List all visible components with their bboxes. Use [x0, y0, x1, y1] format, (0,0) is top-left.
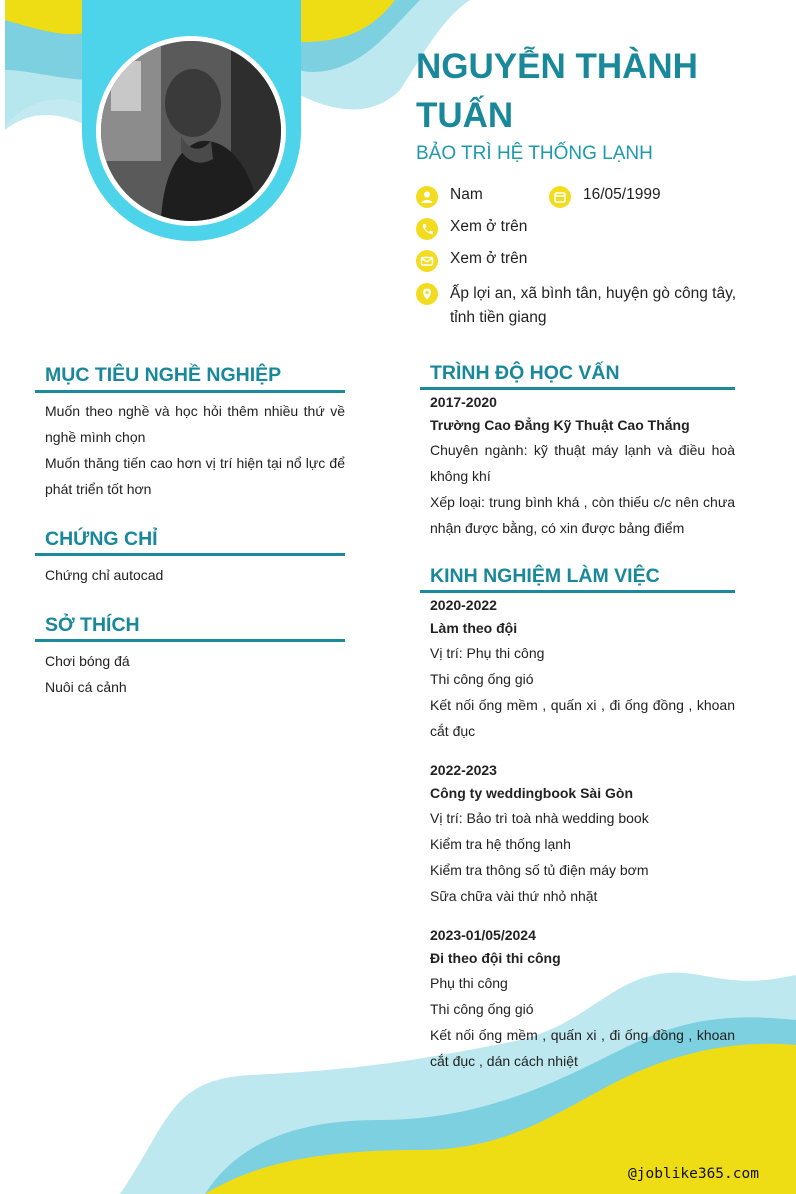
job-title: BẢO TRÌ HỆ THỐNG LẠNH [416, 143, 653, 164]
job-line: Phụ thi công [430, 975, 508, 991]
mail-icon [416, 250, 438, 272]
job-period: 2022-2023 [430, 762, 497, 778]
birthdate-value: 16/05/1999 [583, 186, 661, 203]
certificates-title: CHỨNG CHỈ [45, 528, 158, 550]
contact-address [416, 282, 736, 330]
job-line: Vị trí: Phụ thi công [430, 645, 545, 661]
user-icon [416, 186, 438, 208]
avatar [101, 41, 281, 221]
objective-rule [35, 390, 345, 393]
job-line: Kiểm tra thông số tủ điện máy bơm [430, 862, 649, 878]
email-value: Xem ở trên [450, 250, 528, 267]
education-period: 2017-2020 [430, 394, 497, 410]
contact-birthdate [549, 186, 661, 208]
phone-value: Xem ở trên [450, 218, 528, 235]
objective-line: Muốn thăng tiến cao hơn vị trí hiện tại nổ lực để phát triển tốt hơn [45, 455, 345, 497]
education-line: Chuyên ngành: kỹ thuật máy lạnh và điều hoà không khí [430, 442, 735, 484]
location-icon [416, 283, 438, 305]
education-title: TRÌNH ĐỘ HỌC VẤN [430, 362, 620, 384]
certificate-item: Chứng chỉ autocad [45, 567, 164, 583]
job-company: Làm theo đội [430, 620, 518, 636]
address-value: Ấp lợi an, xã bình tân, huyện gò công tây, tỉnh tiền giang [450, 285, 736, 326]
job-line: Thi công ống gió [430, 1001, 534, 1017]
job-company: Đi theo đội thi công [430, 950, 561, 966]
objective-line: Muốn theo nghề và học hỏi thêm nhiều thứ về nghề mình chọn [45, 403, 345, 445]
job-line: Vị trí: Bảo trì toà nhà wedding book [430, 810, 649, 826]
objective-title: MỤC TIÊU NGHỀ NGHIỆP [45, 364, 282, 386]
hobby-item: Nuôi cá cảnh [45, 679, 127, 695]
calendar-icon [549, 186, 571, 208]
contact-phone [416, 218, 527, 240]
job-period: 2023-01/05/2024 [430, 927, 536, 943]
job-line: Thi công ống gió [430, 671, 534, 687]
certificates-rule [35, 553, 345, 556]
watermark: @joblike365.com [628, 1166, 759, 1182]
job-company: Công ty weddingbook Sài Gòn [430, 785, 633, 801]
phone-icon [416, 218, 438, 240]
hobbies-title: SỞ THÍCH [45, 614, 140, 636]
education-school: Trường Cao Đẳng Kỹ Thuật Cao Thắng [430, 417, 690, 433]
gender-value: Nam [450, 186, 483, 203]
job-period: 2020-2022 [430, 597, 497, 613]
job-line: Kết nối ống mềm , quấn xi , đi ống đồng , khoan cắt đục [430, 697, 735, 739]
job-line: Kết nối ống mềm , quấn xi , đi ống đồng , khoan cắt đục , dán cách nhiệt [430, 1027, 735, 1069]
contact-gender [416, 186, 483, 208]
job-line: Kiểm tra hệ thống lạnh [430, 836, 571, 852]
hobbies-rule [35, 639, 345, 642]
education-line: Xếp loại: trung bình khá , còn thiếu c/c nên chưa nhận được bằng, có xin được bảng điểm [430, 494, 735, 536]
candidate-name: NGUYỄN THÀNH TUẤN [416, 47, 698, 135]
experience-title: KINH NGHIỆM LÀM VIỆC [430, 565, 660, 587]
contact-email [416, 250, 527, 272]
job-line: Sữa chữa vài thứ nhỏ nhặt [430, 888, 598, 904]
hobby-item: Chơi bóng đá [45, 653, 130, 669]
